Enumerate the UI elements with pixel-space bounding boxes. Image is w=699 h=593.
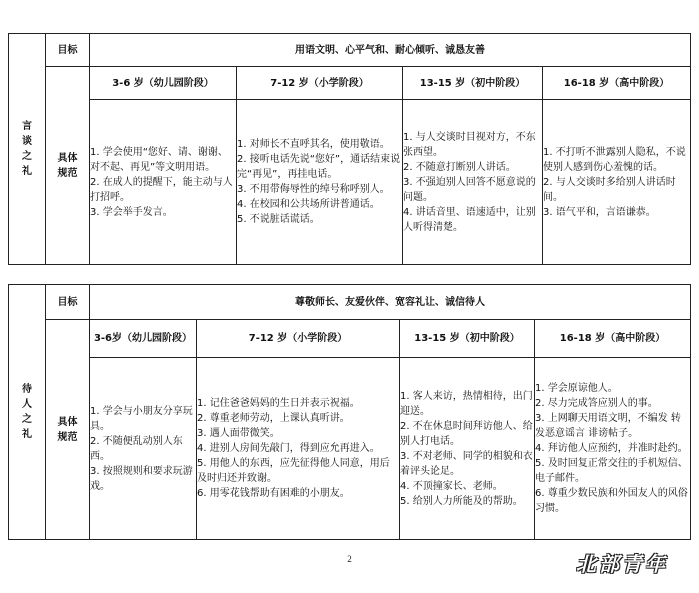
spec-item: 1. 不打听不泄露别人隐私，不说使别人感到伤心羞愧的话。 [543, 146, 686, 173]
goal-label: 目标 [46, 285, 90, 320]
spec-item: 4. 进别人房间先敲门，得到应允再进入。 [197, 443, 380, 454]
label-line: 言 [22, 121, 32, 132]
spec-cell [237, 100, 403, 265]
spec-item: 4. 在校园和公共场所讲普通话。 [237, 199, 380, 210]
spec-item: 5. 用他人的东西，应先征得他人同意，用后及时归还并致谢。 [197, 458, 390, 484]
spec-item: 1. 学会与小朋友分享玩具。 [90, 405, 193, 432]
goal-text: 尊敬师长、友爱伙伴、宽容礼让、诚信待人 [90, 285, 691, 320]
spec-item: 2. 接听电话先说“您好”，通话结束说完“再见”，再挂电话。 [237, 154, 401, 180]
spec-cell [90, 100, 237, 265]
spec-item: 2. 尽力完成答应别人的事。 [535, 398, 658, 409]
stage-header: 7-12 岁（小学阶段） [197, 320, 400, 358]
category-label [9, 285, 46, 540]
speech-etiquette-table [8, 33, 691, 265]
spec-item: 6. 尊重少数民族和外国友人的风俗习惯。 [535, 488, 688, 514]
stage-header: 13-15 岁（初中阶段） [403, 67, 543, 100]
spec-item: 3. 按照规则和要求玩游戏。 [90, 465, 193, 492]
label-line: 之 [22, 151, 32, 162]
spec-item: 3. 遇人面带微笑。 [197, 428, 280, 439]
spec-item: 1. 学会原谅他人。 [535, 383, 618, 394]
spec-item: 5. 给别人力所能及的帮助。 [400, 495, 523, 507]
label-line: 之 [22, 414, 32, 425]
stage-header: 3-6岁（幼儿园阶段） [90, 320, 197, 358]
spec-item: 1. 对师长不直呼其名，使用敬语。 [237, 139, 390, 150]
spec-item: 3. 学会举手发言。 [90, 206, 173, 218]
stage-header: 13-15 岁（初中阶段） [400, 320, 535, 358]
spec-item: 2. 不在休息时间拜访他人、给别人打电话。 [400, 420, 533, 447]
spec-item: 1. 记住爸爸妈妈的生日并表示祝福。 [197, 398, 360, 409]
goal-label: 目标 [46, 34, 90, 67]
spec-item: 4. 不顶撞家长、老师。 [400, 480, 503, 492]
label-line: 规范 [57, 167, 78, 179]
stage-header: 3-6 岁（幼儿园阶段） [90, 67, 237, 100]
spec-item: 3. 不对老师、同学的相貌和衣着评头论足。 [400, 450, 533, 477]
spec-cell [535, 358, 691, 540]
spec-item: 6. 用零花钱帮助有困难的小朋友。 [197, 488, 350, 499]
hospitality-etiquette-table [8, 284, 691, 540]
label-line: 人 [22, 399, 32, 410]
spec-item: 2. 不随意打断别人讲话。 [403, 161, 516, 173]
label-line: 礼 [22, 429, 32, 440]
stage-header: 16-18 岁（高中阶段） [535, 320, 691, 358]
spec-item: 1. 与人交谈时目视对方，不东张西望。 [403, 131, 536, 158]
label-line: 具体 [57, 152, 78, 164]
spec-label [46, 67, 90, 265]
spec-item: 2. 与人交谈时多给别人讲话时间。 [543, 176, 676, 203]
spec-item: 5. 不说脏话谎话。 [237, 214, 320, 225]
spec-item: 1. 客人来访，热情相待，出门迎送。 [400, 390, 533, 417]
label-line: 礼 [22, 166, 32, 177]
spec-item: 2. 尊重老师劳动，上课认真听讲。 [197, 413, 350, 424]
watermark: 北部青年 [576, 552, 668, 576]
spec-cell [403, 100, 543, 265]
label-line: 谈 [22, 136, 32, 147]
goal-text: 用语文明、心平气和、耐心倾听、诚恳友善 [90, 34, 691, 67]
label-line: 规范 [57, 431, 78, 443]
spec-item: 3. 不用带侮辱性的绰号称呼别人。 [237, 184, 390, 195]
spec-cell [543, 100, 691, 265]
spec-item: 1. 学会使用“您好、请、谢谢、对不起、再见”等文明用语。 [90, 146, 228, 173]
spec-cell [400, 358, 535, 540]
stage-header: 16-18 岁（高中阶段） [543, 67, 691, 100]
spec-item: 2. 不随便乱动别人东西。 [90, 435, 183, 462]
spec-item: 5. 及时回复正常交往的手机短信、电子邮件。 [535, 458, 688, 484]
label-line: 具体 [57, 416, 78, 428]
stage-header: 7-12 岁（小学阶段） [237, 67, 403, 100]
page-number: 2 [347, 554, 352, 564]
spec-label [46, 320, 90, 540]
spec-item: 4. 讲话音里、语速适中，让别人听得清楚。 [403, 206, 536, 233]
spec-item: 4. 拜访他人应预约，并准时赴约。 [535, 443, 688, 454]
spec-item: 3. 语气平和，言语谦恭。 [543, 206, 656, 218]
category-label [9, 34, 46, 265]
spec-cell [197, 358, 400, 540]
spec-item: 2. 在成人的提醒下，能主动与人打招呼。 [90, 176, 233, 203]
spec-cell [90, 358, 197, 540]
spec-item: 3. 不强迫别人回答不愿意说的问题。 [403, 176, 536, 203]
spec-item: 3. 上网聊天用语文明，不编发 转发恶意谣言 诽谤帖子。 [535, 413, 681, 439]
label-line: 待 [22, 384, 32, 395]
